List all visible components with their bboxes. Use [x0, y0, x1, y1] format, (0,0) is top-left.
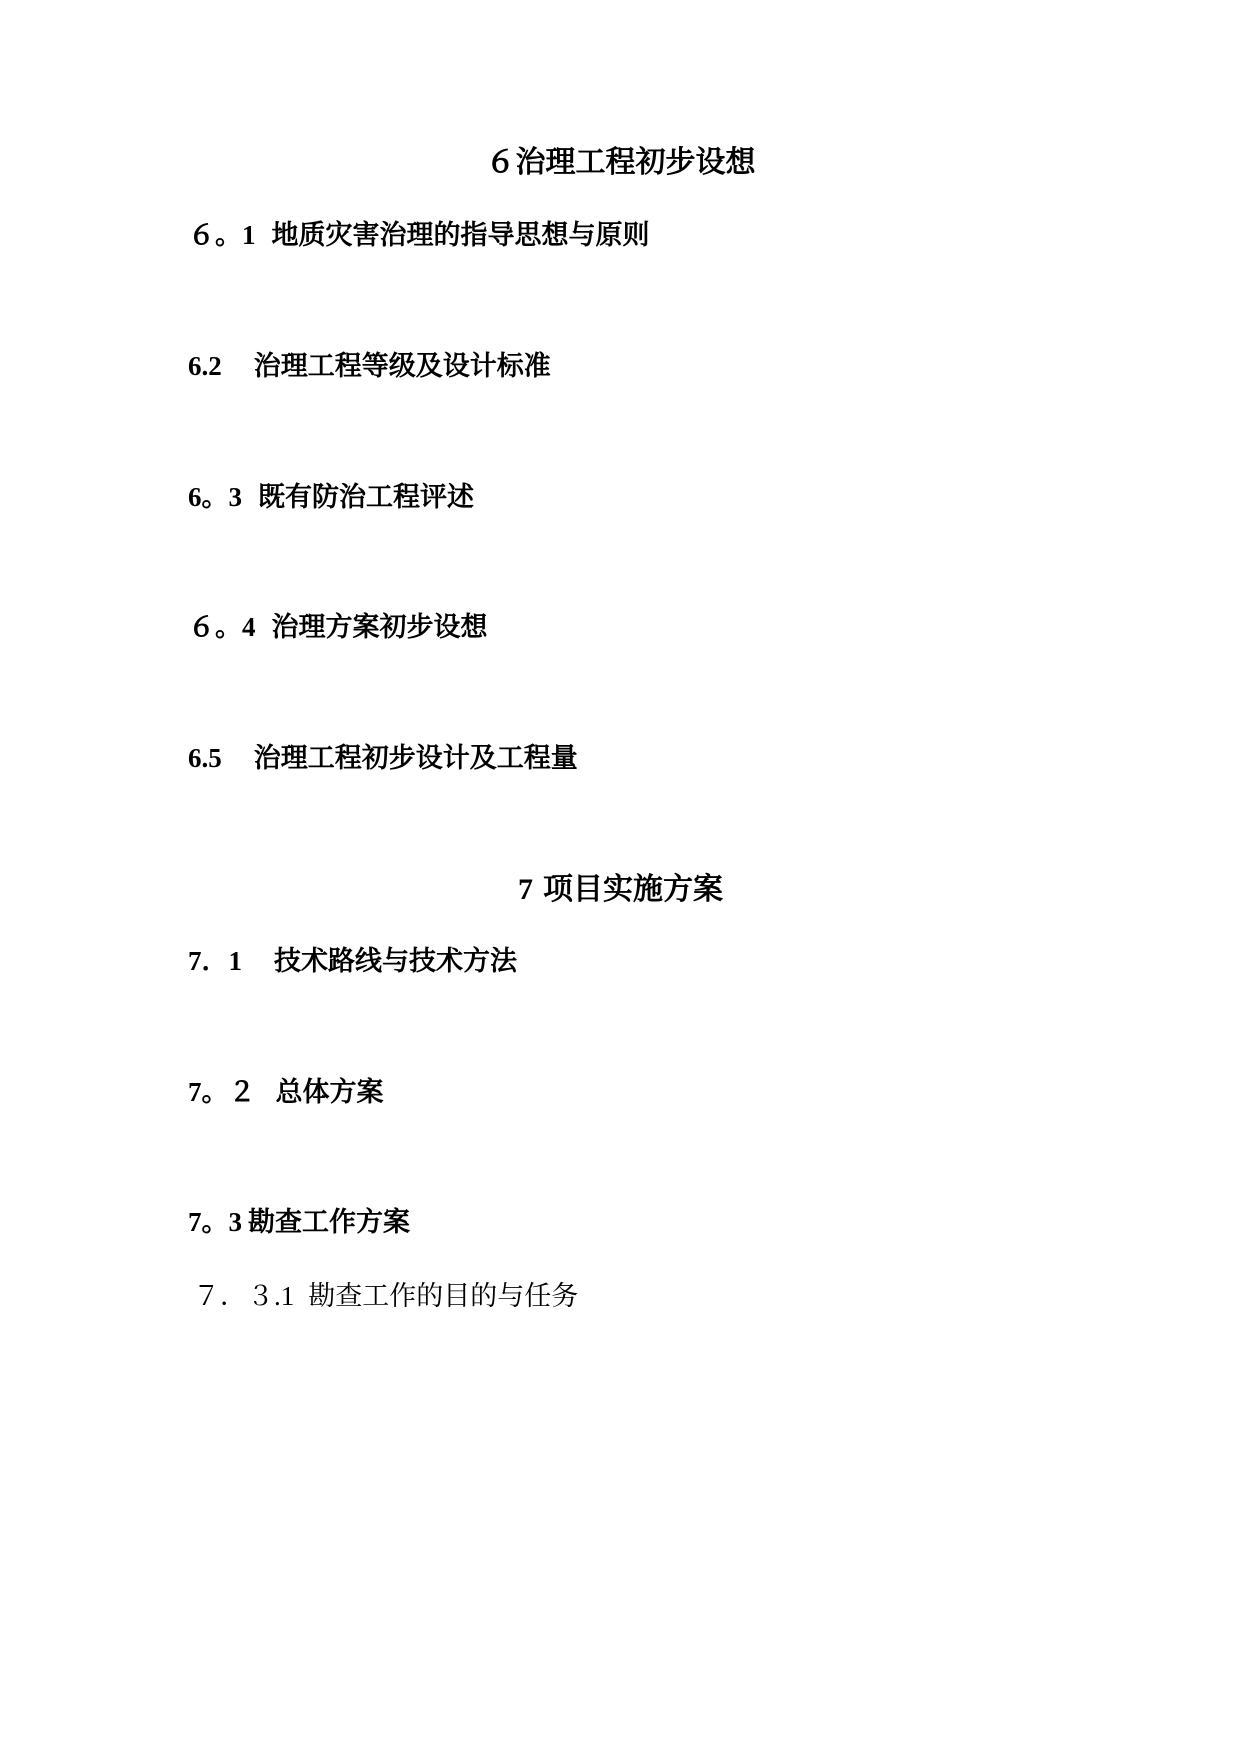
section-6-3-number: 6。3: [188, 482, 242, 512]
section-6-5-number: 6.5: [188, 743, 222, 773]
section-7-3-title: 勘查工作方案: [248, 1207, 410, 1238]
section-6-4-heading: [188, 614, 488, 641]
section-6-1-heading: [188, 222, 650, 249]
chapter-7-number: 7: [518, 873, 533, 906]
chapter-7-title: [0, 872, 1241, 907]
section-6-3-title: 既有防治工程评述: [258, 482, 474, 513]
section-7-2-number: 7。２: [188, 1077, 256, 1107]
section-7-3-number: 7。3: [188, 1207, 242, 1237]
section-6-1-number: ６。1: [188, 220, 256, 250]
section-6-2-title: 治理工程等级及设计标准: [253, 351, 551, 382]
section-6-5-heading: [188, 745, 578, 772]
section-6-2-heading: [188, 353, 551, 380]
subsection-7-3-1-number: ７．３.1: [193, 1281, 295, 1311]
section-7-2-title: 总体方案: [275, 1077, 384, 1108]
section-6-3-heading: [188, 484, 474, 511]
chapter-6-title-text: ６治理工程初步设想: [485, 145, 756, 180]
subsection-7-3-1-title: 勘查工作的目的与任务: [308, 1281, 579, 1312]
section-6-1-title: 地质灾害治理的指导思想与原则: [271, 220, 650, 251]
section-7-1-heading: [188, 948, 517, 975]
section-7-1-title: 技术路线与技术方法: [274, 946, 517, 977]
chapter-7-title-text: 项目实施方案: [543, 872, 723, 907]
section-7-3-heading: [188, 1209, 410, 1236]
section-6-5-title: 治理工程初步设计及工程量: [253, 743, 578, 774]
section-7-1-number: 7．1: [188, 946, 242, 976]
section-6-4-number: ６。4: [188, 612, 256, 642]
chapter-6-title: [0, 145, 1241, 180]
subsection-7-3-1-heading: [193, 1283, 578, 1310]
section-7-2-heading: [188, 1079, 384, 1106]
section-6-4-title: 治理方案初步设想: [271, 612, 488, 643]
section-6-2-number: 6.2: [188, 351, 222, 381]
